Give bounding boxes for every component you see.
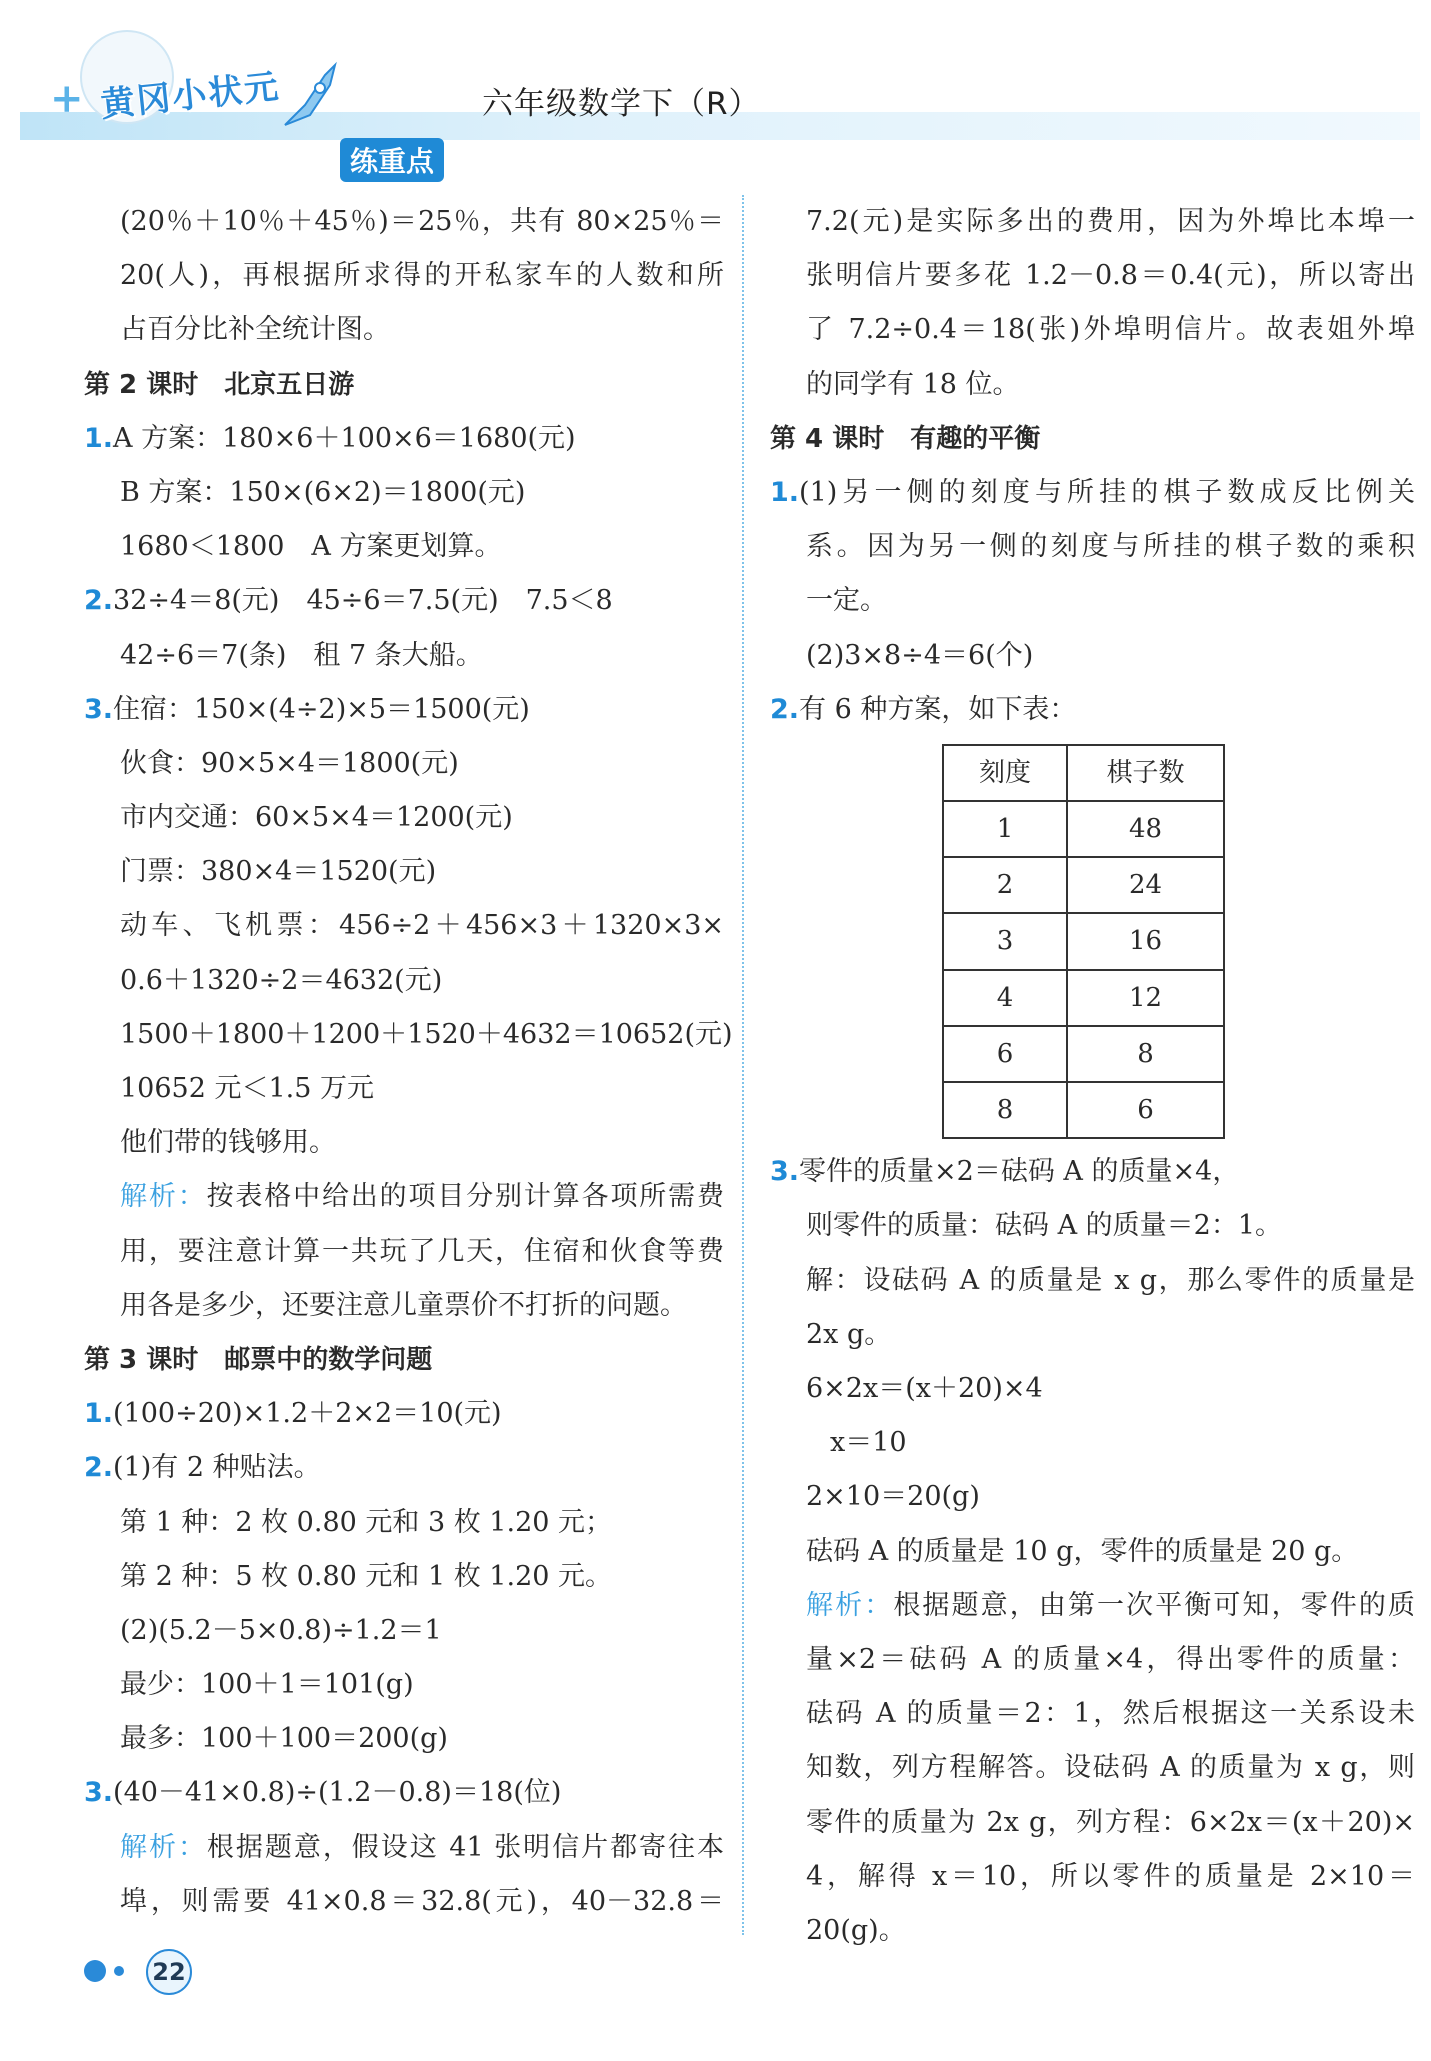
text-line (770, 249, 1415, 303)
line-text: x＝10 (830, 1427, 907, 1459)
text-line (84, 683, 724, 737)
line-text: 一定。 (806, 585, 887, 617)
question-number: 3. (84, 693, 114, 725)
analysis-label: 解析： (120, 1831, 207, 1863)
line-text: 第 2 课时 北京五日游 (84, 369, 355, 400)
table-row (943, 1026, 1224, 1082)
analysis-label: 解析： (806, 1589, 894, 1621)
line-text: 20(g)。 (806, 1914, 906, 1946)
line-text: 住宿：150×(4÷2)×5＝1500(元) (113, 693, 530, 725)
question-number: 2. (84, 585, 114, 617)
text-line (770, 1796, 1415, 1850)
decor-dot-large (84, 1960, 106, 1982)
line-text: 张明信片要多花 1.2－0.8＝0.4(元)，所以寄出 (806, 260, 1415, 292)
table-header-scale: 刻度 (943, 745, 1067, 801)
line-text: 第 3 课时 邮票中的数学问题 (84, 1344, 433, 1375)
line-text: B 方案：150×(6×2)＝1800(元) (120, 476, 526, 508)
question-number: 3. (770, 1156, 800, 1188)
text-line (770, 195, 1415, 249)
page-header (0, 0, 1431, 178)
line-text: 埠，则需要 41×0.8＝32.8(元)，40－32.8＝ (120, 1885, 724, 1917)
line-text: 7.2(元)是实际多出的费用，因为外埠比本埠一 (806, 206, 1415, 237)
text-line (770, 1741, 1415, 1795)
table-cell-scale: 3 (943, 913, 1067, 969)
text-line (84, 845, 724, 899)
line-text: 20(人)，再根据所求得的开私家车的人数和所 (120, 260, 724, 292)
text-line (770, 683, 1415, 737)
text-line (84, 1550, 724, 1604)
line-text: 根据题意，由第一次平衡可知，零件的质 (893, 1589, 1416, 1621)
text-line (770, 1362, 1415, 1416)
line-text: 占百分比补全统计图。 (120, 314, 390, 346)
question-number: 2. (770, 693, 800, 725)
text-line (84, 1766, 724, 1820)
line-text: 零件的质量×2＝砝码 A 的质量×4， (799, 1156, 1240, 1188)
text-line (770, 1904, 1415, 1958)
text-line (84, 412, 724, 466)
text-line (84, 1712, 724, 1766)
text-line (770, 1470, 1415, 1524)
line-text: (20％＋10％＋45％)＝25％，共有 80×25％＝ (120, 206, 724, 237)
line-text: 42÷6＝7(条) 租 7 条大船。 (120, 639, 483, 671)
line-text: 10652 元＜1.5 万元 (120, 1073, 374, 1104)
section-heading (84, 1333, 724, 1387)
text-line (770, 1525, 1415, 1579)
book-title: 六年级数学下（R） (482, 86, 761, 122)
text-line (770, 303, 1415, 357)
line-text: 门票：380×4＝1520(元) (120, 856, 437, 888)
text-line (84, 195, 724, 249)
table-cell-pieces: 8 (1067, 1026, 1224, 1082)
text-line (84, 466, 724, 520)
text-line (84, 1116, 724, 1170)
analysis-label: 解析： (120, 1181, 207, 1213)
table-cell-scale: 2 (943, 857, 1067, 913)
text-line (84, 574, 724, 628)
table-cell-pieces: 16 (1067, 913, 1224, 969)
text-line (84, 1875, 724, 1929)
right-bottom-block (770, 1145, 1415, 1958)
line-text: 量×2＝砝码 A 的质量×4，得出零件的质量： (806, 1643, 1415, 1675)
line-text: 按表格中给出的项目分别计算各项所需费 (206, 1181, 725, 1213)
table-row (943, 913, 1224, 969)
question-number: 3. (84, 1777, 114, 1809)
column-divider (742, 195, 744, 1935)
line-text: 第 4 课时 有趣的平衡 (770, 423, 1041, 454)
text-line (84, 791, 724, 845)
text-line (770, 1416, 1415, 1470)
line-text: 解：设砝码 A 的质量是 x g，那么零件的质量是 (806, 1264, 1415, 1296)
text-line (84, 1008, 733, 1062)
line-text: 有 6 种方案，如下表： (799, 693, 1077, 725)
text-line (84, 1496, 724, 1550)
right-column (770, 195, 1415, 1958)
text-line (770, 1254, 1415, 1308)
text-line (84, 1225, 724, 1279)
text-line (770, 1579, 1415, 1633)
line-text: 第 2 种：5 枚 0.80 元和 1 枚 1.20 元。 (120, 1560, 613, 1592)
line-text: 了 7.2÷0.4＝18(张)外埠明信片。故表姐外埠 (806, 314, 1415, 346)
line-text: 1500＋1800＋1200＋1520＋4632＝10652(元) (120, 1018, 733, 1050)
table-cell-scale: 4 (943, 970, 1067, 1026)
brand-logo-text: 黄冈小状元 (98, 66, 282, 126)
line-text: 最少：100＋1＝101(g) (120, 1669, 414, 1701)
table-cell-pieces: 6 (1067, 1082, 1224, 1138)
table-header-row (943, 745, 1224, 801)
line-text: 根据题意，假设这 41 张明信片都寄往本 (206, 1831, 724, 1863)
table-row (943, 1082, 1224, 1138)
line-text: 市内交通：60×5×4＝1200(元) (120, 802, 513, 834)
line-text: 伙食：90×5×4＝1800(元) (120, 747, 459, 779)
line-text: 动车、飞机票：456÷2＋456×3＋1320×3× (120, 910, 724, 942)
line-text: 32÷4＝8(元) 45÷6＝7.5(元) 7.5＜8 (113, 585, 613, 617)
text-line (84, 520, 724, 574)
text-line (770, 1850, 1415, 1904)
text-line (84, 1062, 724, 1116)
table-cell-pieces: 12 (1067, 970, 1224, 1026)
section-heading (770, 412, 1415, 466)
text-line (84, 954, 724, 1008)
text-line (770, 520, 1415, 574)
table-cell-scale: 8 (943, 1082, 1067, 1138)
line-text: 第 1 种：2 枚 0.80 元和 3 枚 1.20 元； (120, 1506, 613, 1538)
text-line (84, 249, 724, 303)
table-row (943, 970, 1224, 1026)
line-text: 2×10＝20(g) (806, 1481, 980, 1513)
line-text: 用各是多少，还要注意儿童票价不打折的问题。 (120, 1289, 687, 1321)
line-text: 砝码 A 的质量＝2：1，然后根据这一关系设未 (806, 1698, 1415, 1730)
line-text: 砝码 A 的质量是 10 g，零件的质量是 20 g。 (806, 1535, 1359, 1567)
line-text: 用，要注意计算一共玩了几天，住宿和伙食等费 (120, 1235, 724, 1267)
line-text: 知数，列方程解答。设砝码 A 的质量为 x g，则 (806, 1752, 1415, 1784)
text-line (84, 1441, 724, 1495)
question-number: 1. (84, 422, 114, 454)
text-line (770, 629, 1415, 683)
line-text: (40－41×0.8)÷(1.2－0.8)＝18(位) (113, 1777, 562, 1809)
line-text: (1)有 2 种贴法。 (113, 1452, 321, 1484)
line-text: 4，解得 x＝10，所以零件的质量是 2×10＝ (806, 1860, 1415, 1892)
text-line (770, 466, 1415, 520)
text-line (84, 1658, 724, 1712)
question-number: 1. (770, 476, 800, 508)
text-line (770, 1145, 1415, 1199)
logo (20, 20, 480, 178)
line-text: (100÷20)×1.2＋2×2＝10(元) (113, 1398, 502, 1430)
text-line (84, 1387, 724, 1441)
plus-icon: + (50, 75, 84, 122)
table-row (943, 857, 1224, 913)
line-text: 零件的质量为 2x g，列方程：6×2x＝(x＋20)× (806, 1806, 1415, 1838)
rocket-icon (270, 60, 350, 140)
text-line (84, 303, 724, 357)
answer-table (942, 744, 1225, 1139)
question-number: 1. (84, 1398, 114, 1430)
text-line (84, 737, 724, 791)
line-text: (2)3×8÷4＝6(个) (806, 639, 1034, 671)
text-line (770, 1687, 1415, 1741)
table-body (943, 801, 1224, 1138)
table-header-pieces: 棋子数 (1067, 745, 1224, 801)
text-line (84, 1604, 724, 1658)
text-line (770, 574, 1415, 628)
line-text: 6×2x＝(x＋20)×4 (806, 1373, 1043, 1405)
table-cell-scale: 1 (943, 801, 1067, 857)
line-text: 他们带的钱够用。 (120, 1127, 336, 1159)
section-heading (84, 358, 724, 412)
page-number: 22 (146, 1949, 192, 1995)
text-line (770, 1308, 1415, 1362)
text-line (770, 358, 1415, 412)
line-text: 的同学有 18 位。 (806, 368, 1020, 400)
question-number: 2. (84, 1452, 114, 1484)
table-cell-scale: 6 (943, 1026, 1067, 1082)
line-text: 0.6＋1320÷2＝4632(元) (120, 964, 443, 996)
left-column (84, 195, 733, 1929)
line-text: 则零件的质量：砝码 A 的质量＝2：1。 (806, 1210, 1283, 1242)
line-text: (2)(5.2－5×0.8)÷1.2＝1 (120, 1614, 442, 1646)
text-line (770, 1633, 1415, 1687)
line-text: (1)另一侧的刻度与所挂的棋子数成反比例关 (799, 476, 1415, 508)
text-line (84, 899, 724, 953)
decor-dot-small (114, 1966, 124, 1976)
text-line (84, 1170, 724, 1224)
line-text: 最多：100＋100＝200(g) (120, 1723, 448, 1755)
line-text: 2x g。 (806, 1318, 892, 1350)
text-line (84, 629, 724, 683)
page-footer (80, 1945, 280, 1995)
right-top-block (770, 195, 1415, 737)
text-line (84, 1279, 724, 1333)
line-text: 系。因为另一侧的刻度与所挂的棋子数的乘积 (806, 531, 1415, 563)
table-cell-pieces: 48 (1067, 801, 1224, 857)
brand-subtitle: 练重点 (340, 138, 444, 182)
line-text: A 方案：180×6＋100×6＝1680(元) (113, 422, 576, 454)
line-text: 1680＜1800 A 方案更划算。 (120, 531, 502, 563)
text-line (770, 1199, 1415, 1253)
table-cell-pieces: 24 (1067, 857, 1224, 913)
table-row (943, 801, 1224, 857)
text-line (84, 1821, 724, 1875)
